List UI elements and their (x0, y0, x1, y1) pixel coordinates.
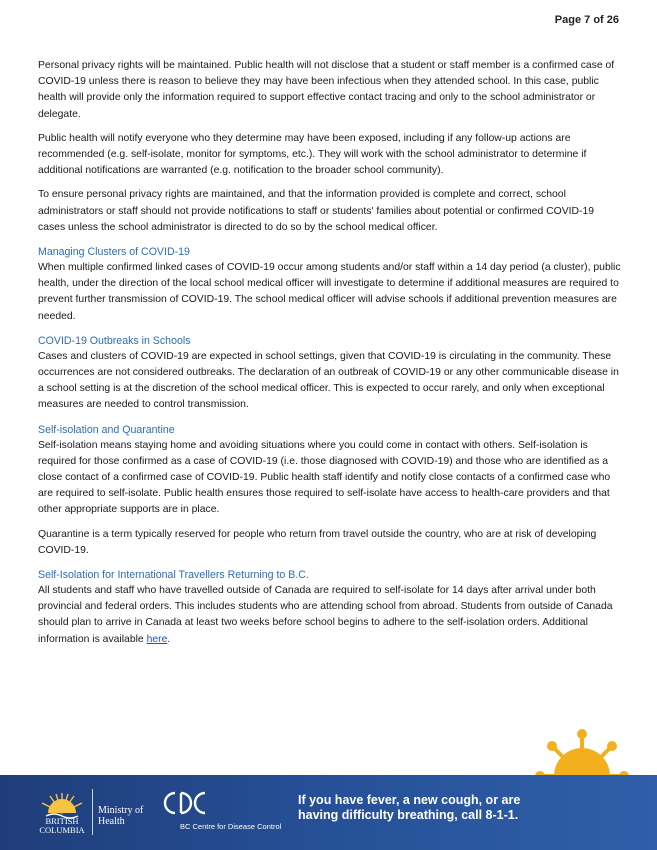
paragraph-international-travellers (38, 583, 622, 648)
logo-divider (92, 789, 93, 835)
paragraph-managing-clusters: When multiple confirmed linked cases of COVID-19 occur among students and/or staff within a 14 day period (a cluster), public health, under the direction of the local school medical officer will investigate to determine if additional measures are required to prevent further transmission of COVID-19. The school medical officer will advise schools if additional prevention measures are needed. (38, 262, 621, 322)
heading-managing-clusters: Managing Clusters of COVID-19 (38, 246, 190, 259)
paragraph-self-isolation: Self-isolation means staying home and avoiding situations where you could come in contact with others. Self-isolation is required for those confirmed as a case of COVID-19 (i.e. those diagnosed with COVID-19) and those who are identified as a close contact of a confirmed case of COVID-19. Public health staff identify and notify close contacts of a confirmed case who are required to self-isolate. Public health ensures those required to self-isolate have access to health-care providers and that other appropriate supports are in place. (38, 439, 611, 516)
ministry-label (98, 805, 158, 827)
ministry-line2: Health (98, 816, 125, 827)
heading-international-travellers: Self-Isolation for International Travellers Returning to B.C. (38, 569, 309, 582)
paragraph-outbreaks: Cases and clusters of COVID-19 are expected in school settings, given that COVID-19 is circulating in the community. These occurrences are not considered outbreaks. The declaration of an outbreak of COVID-19 or any other communicable disease in a school setting is at the discretion of the school medical officer. This is expected to occur rarely, and only when exceptional measures are needed to control transmission. (38, 350, 619, 411)
tagline-line2: having difficulty breathing, call 8-1-1. (298, 808, 519, 822)
ministry-line1: Ministry of (98, 805, 144, 816)
here-link[interactable]: here (146, 633, 168, 645)
bc-wordmark (34, 817, 90, 835)
bc-wordmark-line1: BRITISH (45, 816, 79, 826)
intro-paragraph-2: Public health will notify everyone who they determine may have been exposed, including if any follow-up actions are recommended (e.g. self-isolate, monitor for symptoms, etc.). They will work with the school administrator to determine if additional notifications are warranted (e.g. notification to the broader school community). (38, 132, 587, 177)
cdc-logo-icon (160, 789, 208, 817)
travellers-text: All students and staff who have travelled outside of Canada are required to self-isolate for 14 days after arrival under both provincial and federal orders. This includes students who are attending school from abroad. Students from outside of Canada should plan to arrive in Canada at least two weeks before school begins to adhere to the self-isolation orders. Additional information is available (38, 585, 613, 645)
cdc-name: BC Centre for Disease Control (180, 822, 282, 831)
intro-paragraph-1: Personal privacy rights will be maintained. Public health will not disclose that a student or staff member is a confirmed case of COVID-19 unless there is reason to believe they may have been infectious when they attended school. In this case, public health will provide only the information required to support effective contact tracing and only to the school administrator or delegate. (38, 60, 615, 120)
heading-outbreaks: COVID-19 Outbreaks in Schools (38, 334, 191, 347)
page-number: Page 7 of 26 (554, 14, 619, 26)
tagline-line1: If you have fever, a new cough, or are (298, 793, 521, 807)
intro-paragraph-3: To ensure personal privacy rights are maintained, and that the information provided is complete and correct, school administrators or staff should not provide notifications to staff or students' families about potential or confirmed COVID-19 cases unless the school administrator is directed to do so by the school medical officer. (38, 189, 595, 233)
travellers-trailing: . (167, 633, 171, 645)
document-body (38, 58, 622, 656)
bc-wordmark-line2: COLUMBIA (39, 825, 85, 835)
heading-self-isolation: Self-isolation and Quarantine (38, 423, 175, 436)
paragraph-quarantine: Quarantine is a term typically reserved for people who return from travel outside the country, who are at risk of developing COVID-19. (38, 528, 597, 556)
footer-banner (0, 775, 657, 850)
help-tagline (298, 793, 548, 823)
